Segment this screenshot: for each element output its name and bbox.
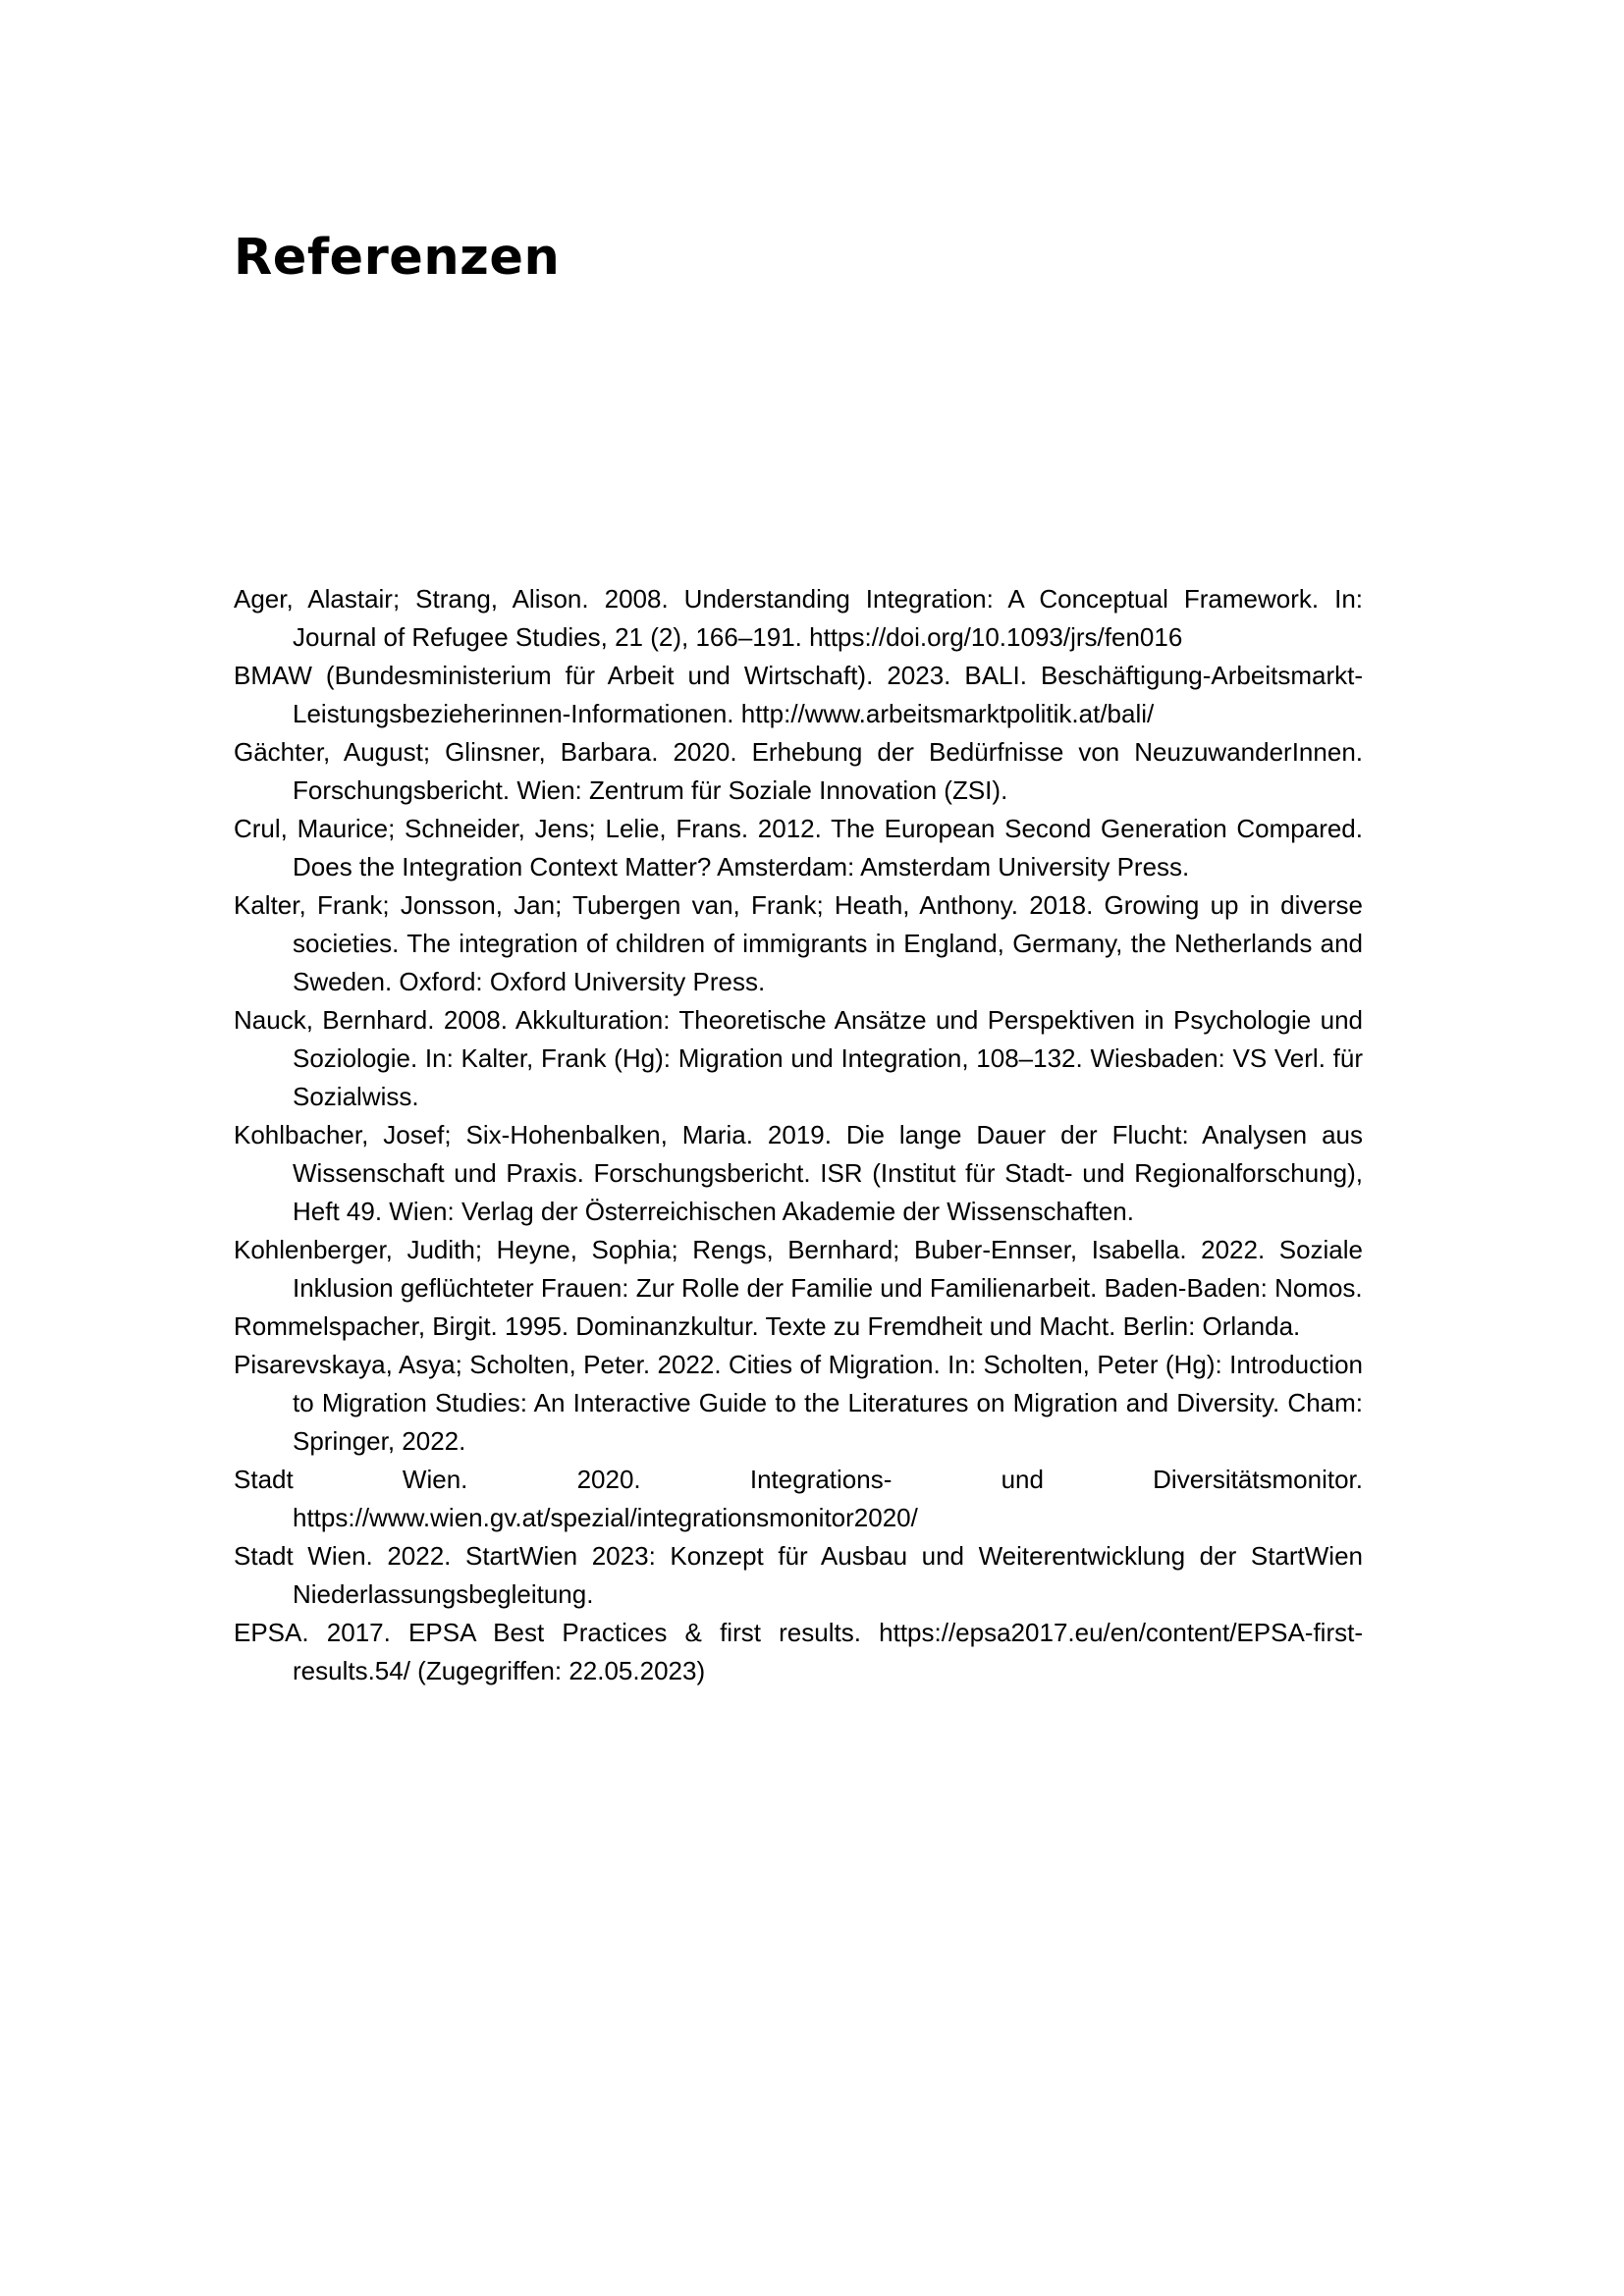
reference-entry: Ager, Alastair; Strang, Alison. 2008. Understanding Integration: A Conceptual Framework. In: Journal of Refugee Studies, 21 (2), 166–191. https://doi.org/10.1093/jrs/fen016: [234, 584, 1363, 652]
reference-entry: Kohlbacher, Josef; Six-Hohenbalken, Maria. 2019. Die lange Dauer der Flucht: Analysen aus Wissenschaft und Praxis. Forschungsbericht. ISR (Institut für Stadt- und Regionalforschung), Heft 49. Wien: Verlag der Österreichischen Akademie der Wissenschaften.: [234, 1120, 1363, 1226]
reference-entry: Crul, Maurice; Schneider, Jens; Lelie, Frans. 2012. The European Second Generation Compared. Does the Integration Context Matter? Amsterdam: Amsterdam University Press.: [234, 814, 1363, 881]
reference-entry: Rommelspacher, Birgit. 1995. Dominanzkultur. Texte zu Fremdheit und Macht. Berlin: Orlanda.: [234, 1311, 1301, 1341]
reference-entry: Gächter, August; Glinsner, Barbara. 2020. Erhebung der Bedürfnisse von NeuzuwanderInnen. Forschungsbericht. Wien: Zentrum für Soziale Innovation (ZSI).: [234, 737, 1363, 805]
reference-entry: Kalter, Frank; Jonsson, Jan; Tubergen van, Frank; Heath, Anthony. 2018. Growing up in diverse societies. The integration of children of immigrants in England, Germany, the Netherlands and Sweden. Oxford: Oxford University Press.: [234, 890, 1363, 996]
reference-entry: EPSA. 2017. EPSA Best Practices & first results. https://epsa2017.eu/en/content/EPSA-first-results.54/ (Zugegriffen: 22.05.2023): [234, 1618, 1363, 1685]
reference-entry: Nauck, Bernhard. 2008. Akkulturation: Theoretische Ansätze und Perspektiven in Psychologie und Soziologie. In: Kalter, Frank (Hg): Migration und Integration, 108–132. Wiesbaden: VS Verl. für Sozialwiss.: [234, 1005, 1363, 1111]
reference-entry: Stadt Wien. 2020. Integrations- und Diversitätsmonitor. https://www.wien.gv.at/spezial/integrationsmonitor2020/: [234, 1465, 1363, 1532]
page-title: Referenzen: [234, 229, 561, 287]
reference-entry: Stadt Wien. 2022. StartWien 2023: Konzept für Ausbau und Weiterentwicklung der StartWien Niederlassungsbegleitung.: [234, 1541, 1363, 1609]
reference-entry: Pisarevskaya, Asya; Scholten, Peter. 2022. Cities of Migration. In: Scholten, Peter (Hg): Introduction to Migration Studies: An Interactive Guide to the Literatures on Migration and Diversity. Cham: Springer, 2022.: [234, 1350, 1363, 1456]
reference-entry: BMAW (Bundesministerium für Arbeit und Wirtschaft). 2023. BALI. Beschäftigung-Arbeitsmarkt-Leistungsbezieherinnen-Informationen. http://www.arbeitsmarktpolitik.at/bali/: [234, 661, 1363, 728]
reference-list: [234, 580, 1363, 1690]
reference-entry: Kohlenberger, Judith; Heyne, Sophia; Rengs, Bernhard; Buber-Ennser, Isabella. 2022. Soziale Inklusion geflüchteter Frauen: Zur Rolle der Familie und Familienarbeit. Baden-Baden: Nomos.: [234, 1235, 1363, 1303]
